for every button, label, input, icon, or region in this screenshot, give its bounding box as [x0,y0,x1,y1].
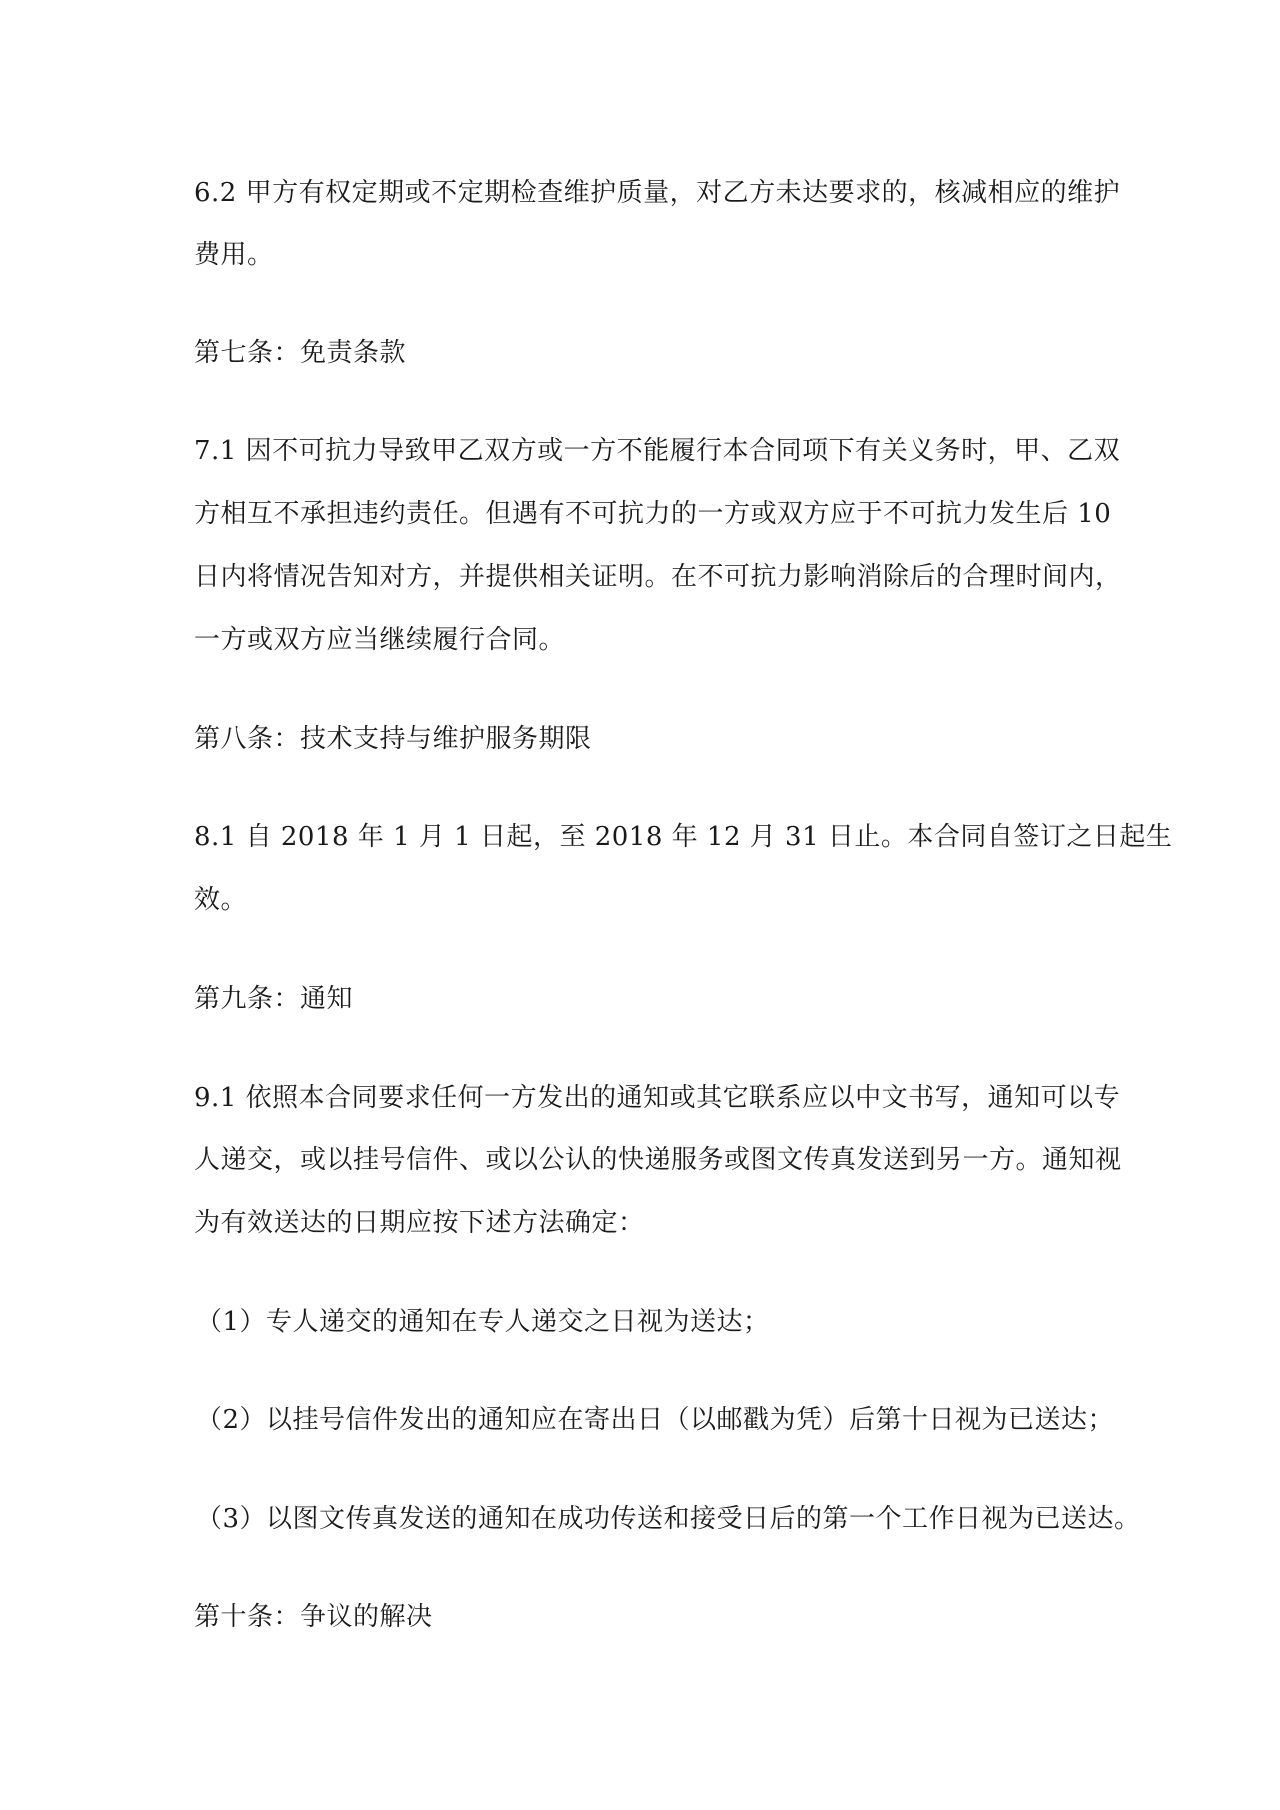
notice-item-2: （2）以挂号信件发出的通知应在寄出日（以邮戳为凭）后第十日视为已送达； [196,1405,1115,1435]
article-7-heading: 第七条：免责条款 [194,338,407,368]
clause-9-1-line-3: 为有效送达的日期应按下述方法确定： [194,1208,645,1238]
clause-7-1-line-2: 方相互不承担违约责任。但遇有不可抗力的一方或双方应于不可抗力发生后 10 [194,499,1112,529]
clause-8-1-line-2: 效。 [194,885,248,915]
clause-9-1-line-2: 人递交，或以挂号信件、或以公认的快递服务或图文传真发送到另一方。通知视 [194,1145,1122,1175]
article-10-heading: 第十条：争议的解决 [194,1602,433,1632]
clause-8-1-line-1: 8.1 自 2018 年 1 月 1 日起，至 2018 年 12 月 31 日止。本合同自签订之日起生 [194,822,1173,852]
clause-7-1-line-3: 日内将情况告知对方，并提供相关证明。在不可抗力影响消除后的合理时间内， [194,562,1122,592]
clause-9-1-line-1: 9.1 依照本合同要求任何一方发出的通知或其它联系应以中文书写，通知可以专 [194,1083,1121,1113]
article-8-heading: 第八条：技术支持与维护服务期限 [194,724,592,754]
clause-7-1-line-1: 7.1 因不可抗力导致甲乙双方或一方不能履行本合同项下有关义务时，甲、乙双 [194,436,1121,466]
clause-7-1-line-4: 一方或双方应当继续履行合同。 [194,625,566,655]
clause-6-2-line-1: 6.2 甲方有权定期或不定期检查维护质量，对乙方未达要求的，核减相应的维护 [194,178,1121,208]
article-9-heading: 第九条：通知 [194,984,354,1014]
clause-6-2-line-2: 费用。 [194,240,274,270]
notice-item-3: （3）以图文传真发送的通知在成功传送和接受日后的第一个工作日视为已送达。 [196,1504,1141,1534]
notice-item-1: （1）专人递交的通知在专人递交之日视为送达； [196,1307,770,1337]
